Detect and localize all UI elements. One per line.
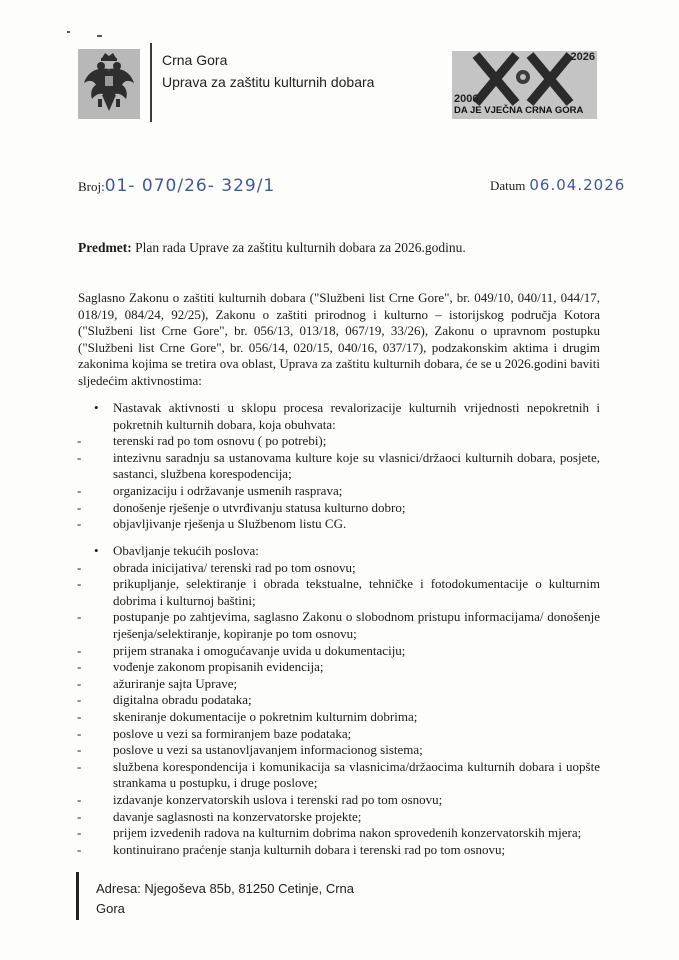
coat-of-arms-emblem <box>78 49 140 119</box>
broj-handwritten-value: 01- 070/26- 329/1 <box>104 176 276 196</box>
list-item: - digitalna obradu podataka; <box>77 692 252 708</box>
anniversary-logo <box>452 51 597 119</box>
list-item: - poslove u vezi sa ustanovljavanjem informacionog sistema; <box>77 742 423 758</box>
institution-country: Crna Gora <box>162 52 228 68</box>
intro-paragraph: Saglasno Zakonu o zaštiti kulturnih dobara ("Službeni list Crne Gore", br. 049/10, 040/11, 044/17, 018/19, 084/24, 92/25), Zakonu o zaštiti prirodnog i kulturno – istorijskog područja Kotora ("Službeni list Crne Gore", br. 056/13, 013/18, 067/19, 33/26), Zakonu o upravnom postupku ("Službeni list Crne Gore", br. 056/14, 020/15, 040/16, 037/17), podzakonskim aktima i drugim zakonima kojima se tretira ova oblast, Uprava za zaštitu kulturnih dobara, će se u 2026.godini baviti sljedećim aktivnostima: <box>78 290 600 388</box>
list-item: - prikupljanje, selektiranje i obrada tekstualne, tehničke i fotodokumentacije o kulturnim dobrima i kulturnoj baštini; <box>77 576 600 608</box>
list-item: - ažuriranje sajta Uprave; <box>77 675 238 691</box>
reference-number <box>78 176 275 196</box>
section-item <box>78 543 600 858</box>
list-item: - skeniranje dokumentacije o pokretnim kulturnim dobrima; <box>77 708 418 724</box>
logo-year-start: 2006 <box>454 93 479 105</box>
institution-name: Uprava za zaštitu kulturnih dobara <box>162 74 375 90</box>
document-date <box>490 176 625 195</box>
logo-year-end: 2026 <box>570 51 595 63</box>
section-current-tasks <box>78 543 600 858</box>
list-item: - poslove u vezi sa formiranjem baze podataka; <box>77 725 352 741</box>
list-item: - službena korespondencija i komunikacija sa vlasnicima/držaocima kulturnih dobara i uopšte strankama u postupku, i druge poslove; <box>77 758 600 791</box>
list-item: - davanje saglasnosti na konzervatorske projekte; <box>77 808 362 824</box>
list-item: - intezivnu saradnju sa ustanovama kulture koje su vlasnici/držaoci kulturnih dobara, posjete, sastanci, službena korespodencija; <box>77 449 600 482</box>
bullet-icon: • <box>94 400 99 415</box>
broj-label: Broj: <box>78 179 105 194</box>
header-divider <box>150 43 152 122</box>
list-item: - organizaciju i održavanje usmenih rasprava; <box>77 482 343 498</box>
list-item: - izdavanje konzervatorskih uslova i terenski rad po tom osnovu; <box>77 791 443 807</box>
subject-line <box>78 240 466 256</box>
bullet-icon: • <box>94 543 99 558</box>
list-item: - postupanje po zahtjevima, saglasno Zakonu o slobodnom pristupu informacijama/ donošenje rješenja/selektiranje, kopiranje po tom osnovu; <box>77 609 600 641</box>
footer-address: Adresa: Njegoševa 85b, 81250 Cetinje, Crna Gora <box>96 881 354 916</box>
list-item: - objavljivanje rješenja u Službenom listu CG. <box>77 516 347 532</box>
section-title: Nastavak aktivnosti u sklopu procesa revalorizacije kulturnih vrijednosti nepokretnih i pokretnih kulturnih dobara, koja obuhvata: <box>113 400 600 432</box>
scan-speck <box>67 31 70 33</box>
logo-motto: DA JE VJEČNA CRNA GORA <box>454 105 584 116</box>
footer-divider <box>76 872 79 920</box>
list-item: - vođenje zakonom propisanih evidencija; <box>77 659 324 675</box>
datum-handwritten-value: 06.04.2026 <box>529 176 626 194</box>
list-item: - kontinuirano praćenje stanja kulturnih dobara i terenski rad po tom osnovu; <box>77 841 506 857</box>
section-item <box>78 400 600 533</box>
section-title: Obavljanje tekućih poslova: <box>113 543 259 558</box>
list-item: - donošenje rješenje o utvrđivanju statusa kulturno dobro; <box>77 499 406 515</box>
subject-label: Predmet: <box>78 240 132 255</box>
subject-text: Plan rada Uprave za zaštitu kulturnih dobara za 2026.godinu. <box>135 240 466 255</box>
list-item: - prijem stranaka i omogućavanje uvida u dokumentaciju; <box>77 642 406 658</box>
scan-speck <box>97 35 102 37</box>
double-headed-eagle-icon <box>78 49 140 119</box>
list-item: - prijem izvedenih radova na kulturnim dobrima nakon sprovedenih konzervatorskih mjera; <box>77 825 582 841</box>
list-item: - obrada inicijativa/ terenski rad po tom osnovu; <box>77 559 356 575</box>
list-item: - terenski rad po tom osnovu ( po potrebi); <box>77 433 327 449</box>
section-revalorization <box>78 400 600 533</box>
datum-label: Datum <box>490 178 526 193</box>
